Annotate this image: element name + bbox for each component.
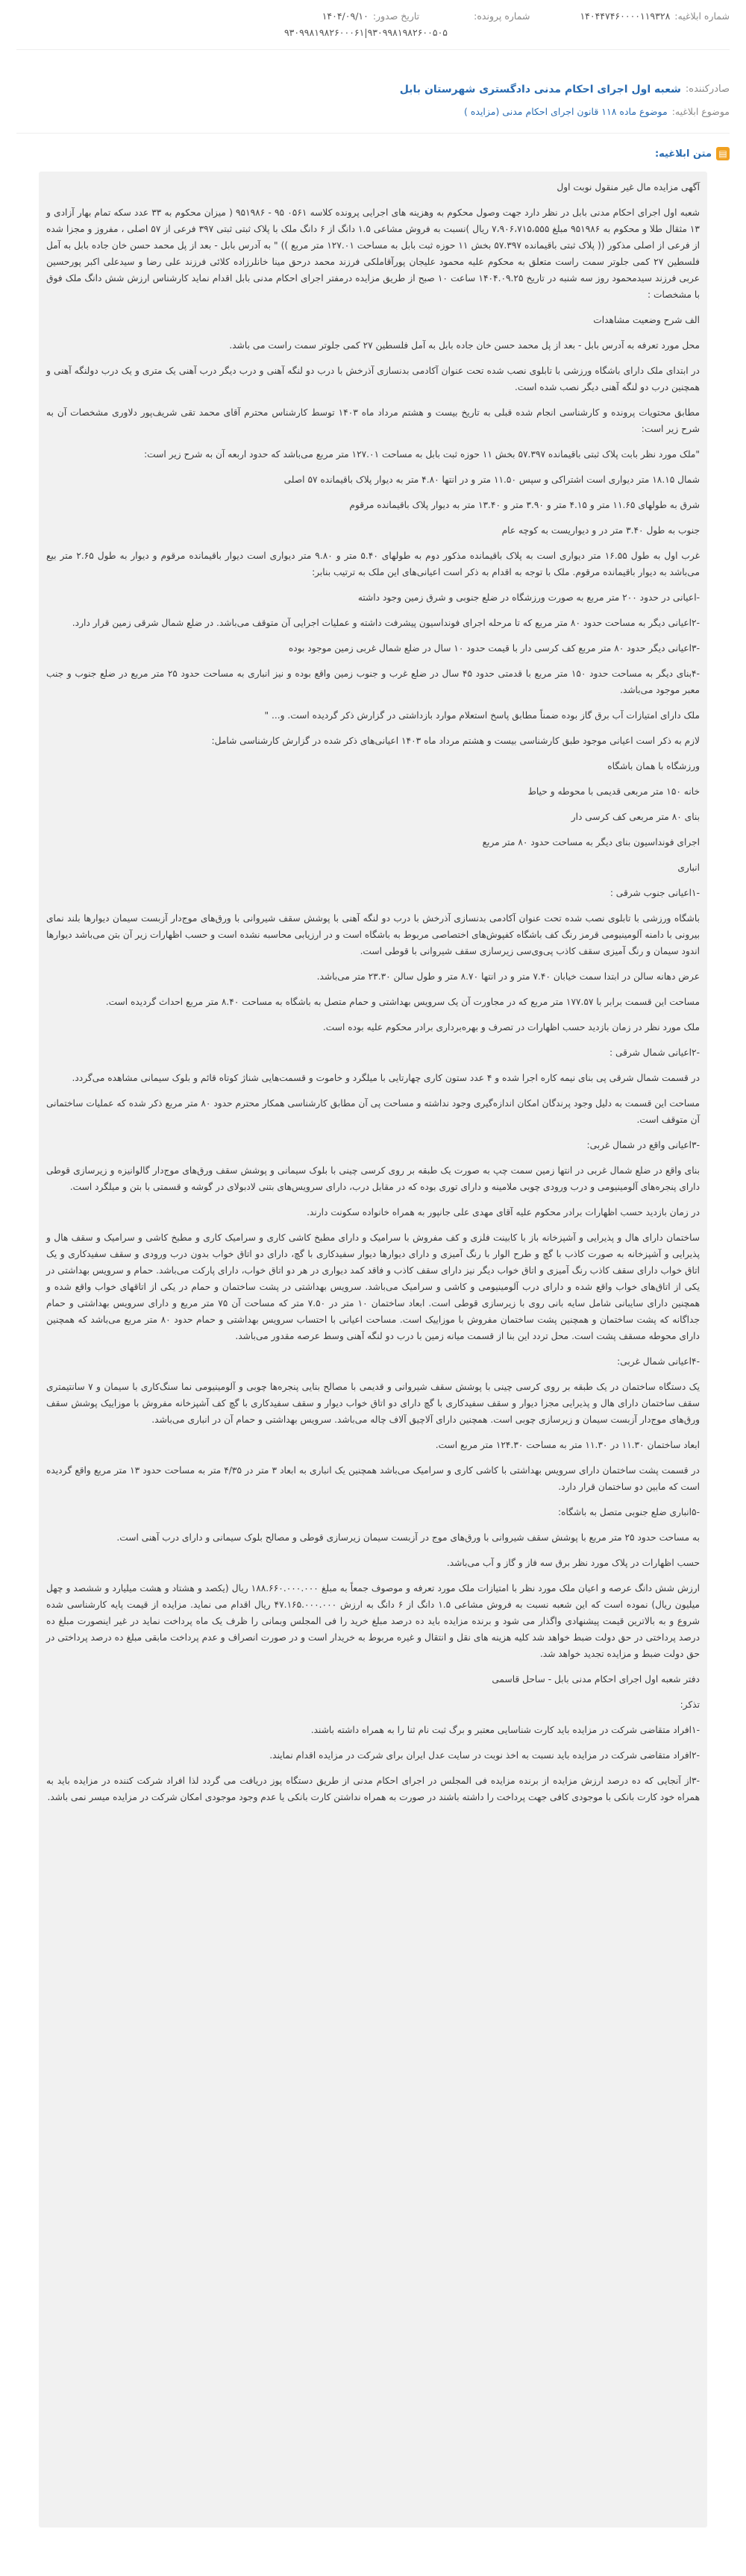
divider [16, 133, 730, 134]
issuer-name: شعبه اول اجرای احکام مدنی دادگستری شهرستان بابل [399, 84, 681, 95]
notice-paragraph: ملک مورد نظر در زمان بازدید حسب اظهارات در تصرف و بهره‌برداری برادر محکوم علیه بوده است. [322, 1022, 700, 1032]
notice-paragraph: -۵انباری ضلع جنوبی متصل به باشگاه: [557, 1507, 700, 1517]
notice-paragraph: جنوب به طول ۳.۴۰ متر در و دیواریست به کوچه عام [501, 525, 700, 536]
issue-date: ۱۴۰۴/۰۹/۱۰ [322, 10, 369, 22]
notice-paragraph: ورزشگاه با همان باشگاه [607, 761, 700, 771]
notice-paragraph: مطابق محتویات پرونده و کارشناسی انجام شده قبلی به تاریخ بیست و هشتم مرداد ماه ۱۴۰۳ توسط کارشناس محترم آقای محمد تقی شریف‌پور دلاوری مشخصات آن به شرح زیر است: [46, 407, 700, 434]
notice-paragraph: اجرای فونداسیون بنای دیگر به مساحت حدود ۸۰ متر مربع [482, 837, 700, 847]
notice-paragraph: در زمان بازدید حسب اظهارات برادر محکوم علیه آقای مهدی علی جانپور به همراه خانواده سکونت دارند. [307, 1207, 700, 1218]
notice-paragraph: در قسمت پشت ساختمان دارای سرویس بهداشتی با کاشی کاری و سرامیک می‌باشد همچنین یک انباری به ابعاد ۳ متر در ۴/۳۵ متر به مساحت حدود ۱۳ متر مربع واقع گردیده است که مابین دو ساختمان قرار دارد. [46, 1465, 700, 1492]
notice-paragraph: شعبه اول اجرای احکام مدنی بابل در نظر دارد جهت وصول محکوم به وهزینه های اجرایی پرونده کلاسه ۰۵۶۱ ۹۵ - ۹۵۱۹۸۶ ( میزان محکوم به ۳۳ عدد سکه تمام بهار آزادی و ۱۳ مثقال طلا و محکوم به ۹۵۱۹۸۶ مبلغ ۷،۹۰۶،۷۱۵،۵۵۵ ریال )نسبت به فروش مشاعی ۱.۵ دانگ از ۶ دانگ ملک با پلاک ثبتی ثبتی ۳۹۷ فرعی از ۵۷ اصلی ، مفروز و مجزا شده از فرعی از اصلی مذکور (( پلاک ثبتی باقیمانده ۵۷.۳۹۷ بخش ۱۱ حوزه ثبت بابل به مساحت ۱۲۷.۰۱ متر مربع )) " به آدرس بابل - بعد از پل محمد حسن خان جاده بابل به آمل فلسطین ۲۷ کمی جلوتر سمت راست متعلق به محکوم علیه محمود علیجان پورآقاملکی فرزند محمد درحق مینا خانلرزاده کلائی فرزند علی رضا و سیدعلی اکبر پورحسین عربی فرزند سیدمحمود روز سه شنبه در تاریخ ۱۴۰۴.۰۹.۲۵ ساعت ۱۰ صبح از طریق مزایده درمفتر اجرای احکام مدنی بابل اقدام نماید کارشناس ارزش شش دانگ ملک فوق با مشخصات : [46, 207, 700, 300]
notice-paragraph: یک دستگاه ساختمان در یک طبقه بر روی کرسی چینی با پوشش سقف شیروانی و قدیمی با مصالح بنایی پنجره‌ها چوبی و آلومینیومی نما سنگ‌کاری با سیمان و ۷ سانتیمتری سقف ساختمان دارای هال و پذیرایی مجزا دیوار و سقف سفیدکاری با گچ دارای دو اتاق خواب دیوار و سقف سفیدکاری با گچ کف آشپزخانه مفروش با موزاییک پوشش سقف ورق‌های موج‌دار آزبست سیمان و زیرسازی چوبی است. همچنین دارای آلاچیق آلاف چاله می‌باشد. سرویس بهداشتی و حمام آن در انباری می‌باشد. [46, 1382, 700, 1425]
notice-paragraph: شرق به طولهای ۱۱.۶۵ متر و ۴.۱۵ متر و ۳.۹۰ متر و ۱۳.۴۰ متر به دیوار پلاک باقیمانده مرقوم [349, 500, 700, 510]
notice-paragraph: محل مورد تعرفه به آدرس بابل - بعد از پل محمد حسن خان جاده بابل به آمل فلسطین ۲۷ کمی جلوتر سمت راست می باشد. [229, 340, 700, 351]
case-ids: ۹۳۰۹۹۸۱۹۸۲۶۰۰۰۶۱|۹۳۰۹۹۸۱۹۸۲۶۰۰۵۰۵ [283, 27, 448, 38]
notice-paragraph: بنای واقع در ضلع شمال غربی در انتها زمین سمت چپ به صورت یک طبقه بر روی کرسی چینی با بلوک سیمانی و پوشش سقف ورق‌های موج‌دار گالوانیزه و زیرسازی قوطی دارای پنجره‌های آلومینیومی و درب ورودی چوبی ملامینه و دارای توری بوده که در مقابل درب، دارای سرویس‌های بتنی لادبولای در گوشه و قسمتی با بتن و میلگرد است. [46, 1165, 700, 1192]
notice-paragraph: عرض دهانه سالن در ابتدا سمت خیابان ۷.۴۰ متر و در انتها ۸.۷۰ متر و طول سالن ۲۳.۳۰ متر می‌باشد. [316, 971, 700, 982]
subject-line [16, 106, 730, 117]
notice-paragraph: -۴اعیانی شمال غربی: [617, 1356, 700, 1367]
notice-paragraph: الف شرح وضعیت مشاهدات [593, 315, 700, 325]
notice-paragraph: -۳اعیانی دیگر حدود ۸۰ متر مربع کف کرسی دار با قیمت حدود ۱۰ سال در ضلع شمال غربی زمین موجود بوده [288, 643, 700, 654]
issuer-line [16, 84, 730, 95]
notice-paragraph: -۳اعیانی واقع در شمال غربی: [586, 1140, 700, 1150]
notice-paragraph: بنای ۸۰ متر مربعی کف کرسی دار [571, 812, 700, 822]
notice-text-title [655, 147, 730, 160]
notice-paragraph: غرب اول به طول ۱۶.۵۵ متر دیواری است به پلاک باقیمانده مذکور دوم به طولهای ۵.۴۰ متر و ۹.۸۰ متر دیواری است دیوار باقیمانده مرقوم و دیوار به طول ۲.۶۵ متر بیع می‌باشد به دیوار باقیمانده مرقوم. ملک با توجه به اقدام به ذکر است اعیانی‌های این ملک به ترتیب بنابر: [46, 551, 700, 577]
notice-paragraph: آگهی مزایده مال غیر منقول نوبت اول [557, 182, 700, 192]
notice-paragraph: به مساحت حدود ۲۵ متر مربع با پوشش سقف شیروانی با ورق‌های موج در آزبست سیمان زیرسازی قوطی و مصالح بلوک سیمانی و دارای درب آهنی است. [116, 1532, 700, 1543]
notice-number: ۱۴۰۴۴۷۴۶۰۰۰۰۱۱۹۳۲۸ [580, 10, 671, 22]
notice-paragraph: دفتر شعبه اول اجرای احکام مدنی بابل - ساحل قاسمی [492, 1674, 700, 1685]
notice-paragraph: -۱افراد متقاضی شرکت در مزایده باید کارت شناسایی معتبر و برگ ثبت نام ثنا را به همراه داشته باشند. [310, 1725, 700, 1735]
notice-paragraph: در قسمت شمال شرقی پی بنای نیمه کاره اجرا شده و ۴ عدد ستون کاری چهارتایی با میلگرد و خاموت و قسمت‌هایی شناژ کوتاه قائم و بلوک سیمانی مشاهده می‌گردد. [72, 1073, 700, 1083]
divider [16, 49, 730, 50]
notice-paragraph: حسب اظهارات در پلاک مورد نظر برق سه فاز و گاز و آب می‌باشد. [446, 1558, 700, 1568]
notice-number-label: شماره ابلاغیه: [674, 10, 730, 22]
notice-paragraph: در ابتدای ملک دارای باشگاه ورزشی با تابلوی نصب شده تحت عنوان آکادمی بدنسازی آذرخش با درب دو لنگه آهنی و درب دیگر درب آهنی یک متری و یک درب دولنگه آهنی و همچنین درب دو لنگه آهنی دیگر نصب شده است. [46, 366, 700, 392]
notice-paragraph: ساختمان دارای هال و پذیرایی و آشپزخانه باز با کابینت فلزی و کف مفروش با سرامیک و دارای مطبخ کاشی کاری و سرامیک کاری و مطبخ کاشی و سرامیک و سقف هال و پذیرایی و آشپزخانه به صورت کاذب با گچ و طرح الوار با رنگ آمیزی و دارای دیوارها دیوار سفیدکاری با گچ، دارای دو اتاق خواب بدون درب ورودی و سقف سفیدکاری و یک اتاق خواب دارای سقف کاذب رنگ آمیزی و اتاق خواب دیگر نیز دارای سقف کاذب و فاقد کمد دیواری در هر دو اتاق خواب، دارای پارکت می‌باشد. حمام و سرویس بهداشتی در یکی از اتاق‌های خواب واقع شده و دارای درب آلومینیومی و کاشی و سرامیک می‌باشد. سرویس بهداشتی در پشت ساختمان و حمام در یکی از اتاقهای خواب واقع شده و همچنین دارای سایبانی شامل سایه بانی روی با زیرسازی قوطی است. ابعاد ساختمان ۱۰ متر در ۷.۵۰ متر که مساحت آن ۷۵ متر مربع و دارای سرویس بهداشتی و حمام جداگانه که پشت ساختمان و همچنین پشت ساختمان مفروش با موزاییک است. مساحت اعیانی با احتساب سرویس بهداشتی و حمام حدود ۸۰ متر مربع می‌باشد که همچنین دارای محوطه مسقف پشت است. محل تردد این بنا از قسمت میانه زمین با درب دو لنگه آهنی وسط عرصه مقدور می‌باشد. [46, 1232, 700, 1341]
issue-date-label: تاریخ صدور: [372, 10, 420, 22]
notice-paragraph: -۲افراد متقاضی شرکت در مزایده باید نسبت به اخذ نوبت در سایت عدل ایران برای شرکت در مزایده اقدام نمایند. [269, 1750, 700, 1761]
subject-label: موضوع ابلاغیه: [671, 106, 730, 117]
notice-paragraph: خانه ۱۵۰ متر مربعی قدیمی با محوطه و حیاط [527, 786, 700, 797]
notice-paragraph: -۳از آنجایی که ده درصد ارزش مزایده از برنده مزایده فی المجلس در اجرای احکام مدنی از طریق دستگاه پوز دریافت می گردد لذا افراد شرکت کننده در مزایده باید به همراه خود کارت بانکی با موجودی کافی جهت پرداخت را داشته باشند در صورت به همراه نداشتن کارت بانکی یا عدم وجود موجودی امکان شرکت در مزایده میسر نمی باشد. [46, 1776, 700, 1802]
notice-text-label: متن ابلاغیه: [654, 148, 712, 160]
notice-paragraph: ملک دارای امتیازات آب برق گاز بوده ضمناً مطابق پاسخ استعلام موارد بازداشتی در گزارش ذکر گردیده است. و... " [264, 710, 700, 721]
notice-paragraph: -۲اعیانی شمال شرقی : [609, 1047, 700, 1058]
notice-paragraph: ابعاد ساختمان ۱۱.۳۰ در ۱۱.۳۰ متر به مساحت ۱۲۴.۳۰ متر مربع است. [435, 1440, 700, 1450]
notice-paragraph: -۱اعیانی جنوب شرقی : [609, 888, 700, 898]
case-number-label: شماره پرونده: [474, 10, 530, 22]
notice-paragraph: باشگاه ورزشی با تابلوی نصب شده تحت عنوان آکادمی بدنسازی آذرخش با درب دو لنگه آهنی با پوشش سقف شیروانی با ورق‌های موج‌دار آزبست سیمان دیوارها بلند نمای بیرونی با دامنه آلومینیومی قرمز رنگ کف باشگاه کفپوش‌های اختصاصی مربوط به باشگاه است و در ارزیابی محاسبه نشده است و حسب اظهارات زیر آن بتن می‌باشد دیوارها اندود سیمان و رنگ آمیزی سقف کاذب پی‌وی‌سی زیرسازی سقف شیروانی با قوطی است. [46, 913, 700, 956]
notice-paragraph: -اعیانی در حدود ۲۰۰ متر مربع به صورت ورزشگاه در ضلع جنوبی و شرق زمین وجود داشته [357, 592, 700, 603]
notice-paragraph: تذکر: [680, 1699, 700, 1710]
document-icon: ▤ [716, 147, 730, 160]
notice-paragraph: لازم به ذکر است اعیانی موجود طبق کارشناسی بیست و هشتم مرداد ماه ۱۴۰۳ اعیانی‌های ذکر شده در گزارش کارشناسی شامل: [211, 736, 700, 746]
subject-value: موضوع ماده ۱۱۸ قانون اجرای احکام مدنی (مزایده ) [463, 106, 668, 117]
notice-meta-line [16, 10, 730, 22]
notice-paragraph: انباری [677, 862, 700, 873]
notice-paragraph: "ملک مورد نظر بابت پلاک ثبتی باقیمانده ۵۷.۳۹۷ بخش ۱۱ حوزه ثبت بابل به مساحت ۱۲۷.۰۱ متر مربع می‌باشد که حدود اربعه آن به شرح زیر است: [144, 449, 700, 460]
case-ids-line [16, 27, 448, 38]
notice-paragraph: ارزش شش دانگ عرصه و اعیان ملک مورد نظر با امتیازات ملک مورد تعرفه و موصوف جمعاً به مبلغ ۱۸۸.۶۶۰.۰۰۰.۰۰۰ ریال (یکصد و هشتاد و هشت میلیارد و ششصد و چهل میلیون ریال) نموده است که این شعبه نسبت به فروش مشاعی ۱.۵ دانگ از ۶ دانگ به ارزش ۴۷.۱۶۵.۰۰۰.۰۰۰ ریال اقدام می نماید. مزایده از قیمت پایه کارشناسی شده شروع و به بالاترین قیمت پیشنهادی واگذار می شود و برنده مزایده باید ده درصد مبلغ خرید را فی المجلس وبمانی را ظرف یک ماه پرداخت نماید در غیر اینصورت مبلغ ده درصد پرداختی در حق دولت ضبط خواهد شد کلیه هزینه های نقل و انتقال و غیره مربوط به خریدار است و در صورت انصراف و عدم پرداخت مابقی مبلغ ده درصد پرداختی در حق دولت ضبط و مزایده تجدید خواهد شد. [46, 1583, 700, 1659]
notice-paragraph: شمال ۱۸.۱۵ متر دیواری است اشتراکی و سپس ۱۱.۵۰ متر و در انتها ۴.۸۰ متر به دیوار پلاک باقیمانده ۵۷ اصلی [283, 474, 700, 485]
notice-body [46, 179, 700, 1814]
notice-paragraph: -۴بنای دیگر به مساحت حدود ۱۵۰ متر مربع با قدمتی حدود ۴۵ سال در ضلع غرب و جنوب زمین واقع بوده و نیز انباری به مساحت حدود ۲۵ متر مربع در ضلع جنوب و جنب معبر موجود می‌باشد. [46, 668, 700, 695]
notice-paragraph: مساحت این قسمت برابر با ۱۷۷.۵۷ متر مربع که در مجاورت آن یک سرویس بهداشتی و حمام متصل به باشگاه به مساحت ۸.۴۰ متر مربع احداث گردیده است. [105, 997, 700, 1007]
issuer-label: صادرکننده: [685, 84, 730, 95]
notice-paragraph: مساحت این قسمت به دلیل وجود پرندگان امکان اندازه‌گیری وجود نداشته و مساحت پی آن مطابق کارشناسی همکار محترم حدود ۸۰ متر مربع ذکر شده که عملیات ساختمانی آن متوقف است. [46, 1098, 700, 1125]
notice-paragraph: -۲اعیانی دیگر به مساحت حدود ۸۰ متر مربع که تا مرحله اجرای فونداسیون پیشرفت داشته و عملیات اجرایی آن متوقف می‌باشد. در ضلع شمال شرقی زمین قرار دارد. [72, 618, 700, 628]
